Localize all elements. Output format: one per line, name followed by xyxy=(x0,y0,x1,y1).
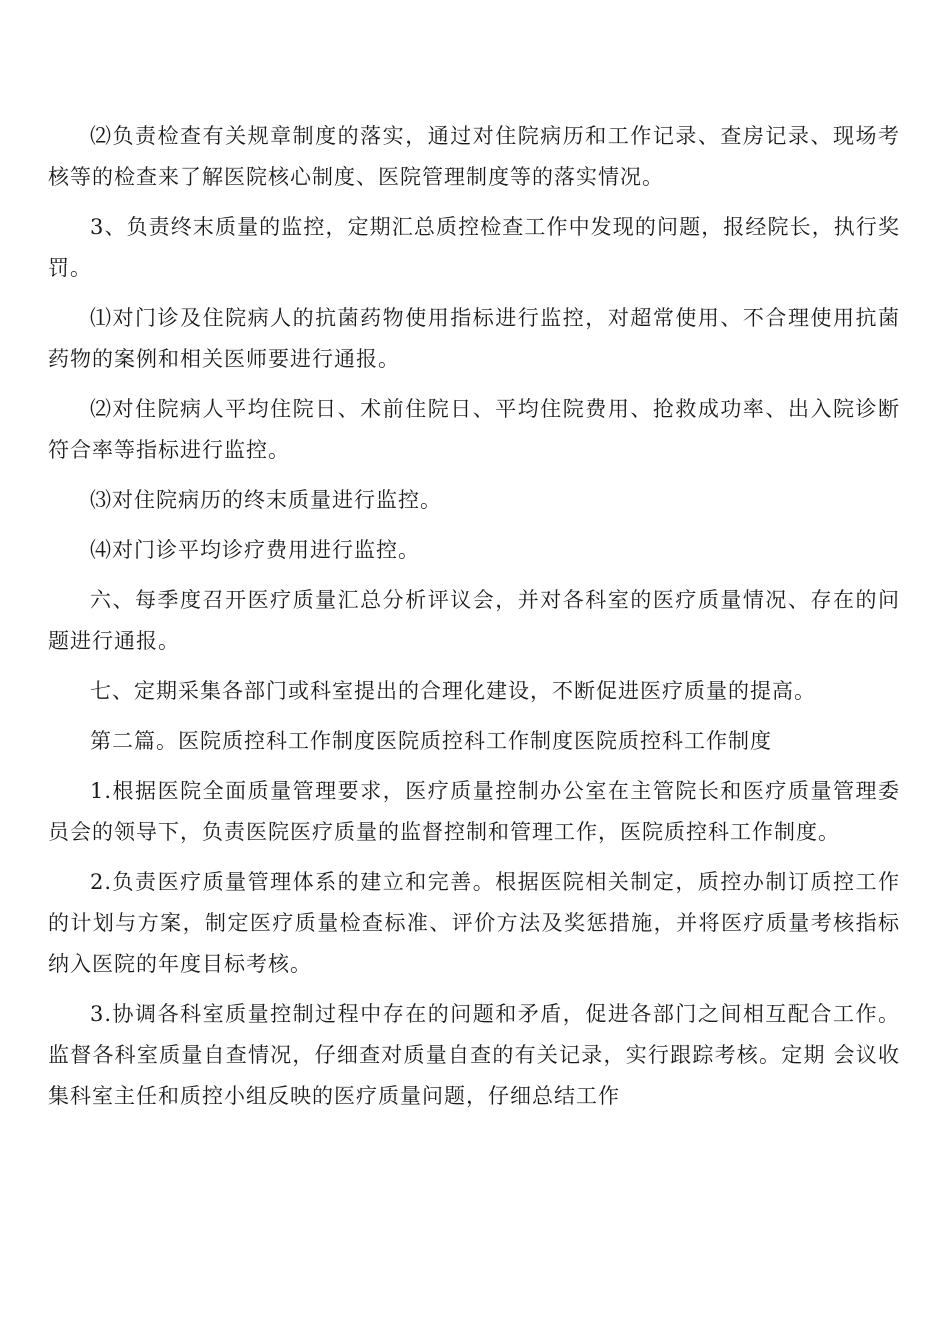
paragraph-suggestions: 七、定期采集各部门或科室提出的合理化建设，不断促进医疗质量的提高。 xyxy=(90,679,816,703)
paragraph-rule-3: 3.协调各科室质量控制过程中存在的问题和矛盾，促进各部门之间相互配合工作。监督各科室质量自查情况，仔细查对质量自查的有关记录，实行跟踪考核。定期 会议收集科室主任和质控小组反映的医疗质量问题，仔细总结工作 xyxy=(48,1002,900,1108)
document-page xyxy=(48,116,900,1126)
paragraph-chapter-two-title: 第二篇。医院质控科工作制度医院质控科工作制度医院质控科工作制度 xyxy=(90,729,772,753)
paragraph-inspection-rules: ⑵负责检查有关规章制度的落实，通过对住院病历和工作记录、查房记录、现场考核等的检查来了解医院核心制度、医院管理制度等的落实情况。 xyxy=(48,124,900,189)
paragraph-quarterly-review: 六、每季度召开医疗质量汇总分析评议会，并对各科室的医疗质量情况、存在的问题进行通报。 xyxy=(48,588,900,653)
paragraph-terminal-quality: 3、负责终末质量的监控，定期汇总质控检查工作中发现的问题，报经院长，执行奖罚。 xyxy=(48,215,900,280)
paragraph-antibiotic-monitoring: ⑴对门诊及住院病人的抗菌药物使用指标进行监控，对超常使用、不合理使用抗菌药物的案例和相关医师要进行通报。 xyxy=(48,306,900,371)
paragraph-inpatient-indicators: ⑵对住院病人平均住院日、术前住院日、平均住院费用、抢救成功率、出入院诊断符合率等指标进行监控。 xyxy=(48,397,900,462)
paragraph-medical-record-quality: ⑶对住院病历的终末质量进行监控。 xyxy=(90,488,442,512)
paragraph-rule-1: 1.根据医院全面质量管理要求，医疗质量控制办公室在主管院长和医疗质量管理委员会的领导下，负责医院医疗质量的监督控制和管理工作，医院质控科工作制度。 xyxy=(48,779,900,844)
paragraph-rule-2: 2.负责医疗质量管理体系的建立和完善。根据医院相关制定，质控办制订质控工作的计划与方案，制定医疗质量检查标准、评价方法及奖惩措施，并将医疗质量考核指标纳入医院的年度目标考核。 xyxy=(48,870,900,976)
paragraph-outpatient-cost: ⑷对门诊平均诊疗费用进行监控。 xyxy=(90,538,420,562)
